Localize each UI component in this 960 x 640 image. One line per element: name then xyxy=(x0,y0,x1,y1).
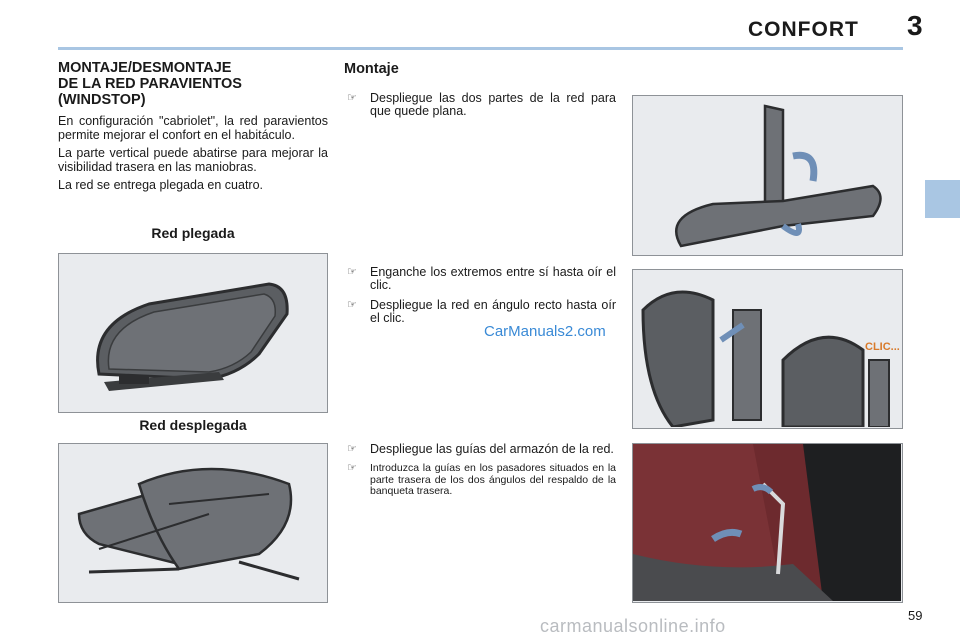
pointing-hand-icon: ☞ xyxy=(347,92,357,104)
mounting-title: Montaje xyxy=(344,61,399,77)
section-title-line: MONTAJE/DESMONTAJE xyxy=(58,60,232,76)
step-text: Introduzca la guías en los pasadores situados en la parte trasera de los dos ángulos del respaldo de la banqueta trasera. xyxy=(370,462,616,497)
section-title-line: (WINDSTOP) xyxy=(58,92,146,108)
unfolded-net-illustration xyxy=(58,443,328,603)
folded-net-caption: Red plegada xyxy=(151,225,235,241)
guide-insert-illustration xyxy=(632,443,903,603)
unfolded-net-caption: Red desplegada xyxy=(139,417,247,433)
section-title-line: DE LA RED PARAVIENTOS xyxy=(58,76,242,92)
step-item xyxy=(344,266,616,292)
chapter-number: 3 xyxy=(907,10,923,41)
header-divider xyxy=(58,47,903,50)
step-text: Despliegue la red en ángulo recto hasta oír el clic. xyxy=(370,298,616,325)
unfold-flat-illustration xyxy=(632,95,903,256)
intro-column xyxy=(58,60,328,198)
intro-paragraph: La parte vertical puede abatirse para mejorar la visibilidad trasera en las maniobras. xyxy=(58,146,328,174)
watermark-carmanuals2: CarManuals2.com xyxy=(484,323,606,340)
click-hook-illustration xyxy=(632,269,903,429)
intro-paragraph: La red se entrega plegada en cuatro. xyxy=(58,178,264,192)
folded-net-illustration xyxy=(58,253,328,413)
watermark-carmanualsonline: carmanualsonline.info xyxy=(540,616,726,636)
step-group-1 xyxy=(344,92,616,125)
clic-label: CLIC... xyxy=(865,341,900,353)
section-title xyxy=(58,60,328,108)
pointing-hand-icon: ☞ xyxy=(347,443,357,455)
chapter-title: CONFORT xyxy=(748,18,859,41)
step-group-3 xyxy=(344,443,616,505)
step-item xyxy=(344,443,616,456)
chapter-side-tab xyxy=(925,180,960,218)
page-number: 59 xyxy=(908,608,923,623)
step-text: Despliegue las dos partes de la red para que quede plana. xyxy=(370,91,616,118)
step-text: Despliegue las guías del armazón de la red. xyxy=(370,442,614,456)
pointing-hand-icon: ☞ xyxy=(347,462,357,474)
step-item xyxy=(344,299,616,325)
step-item xyxy=(344,92,616,118)
intro-paragraph: En configuración "cabriolet", la red paravientos permite mejorar el confort en el habitáculo. xyxy=(58,114,328,142)
step-item xyxy=(344,463,616,498)
step-text: Enganche los extremos entre sí hasta oír el clic. xyxy=(370,265,616,292)
pointing-hand-icon: ☞ xyxy=(347,266,357,278)
pointing-hand-icon: ☞ xyxy=(347,299,357,311)
